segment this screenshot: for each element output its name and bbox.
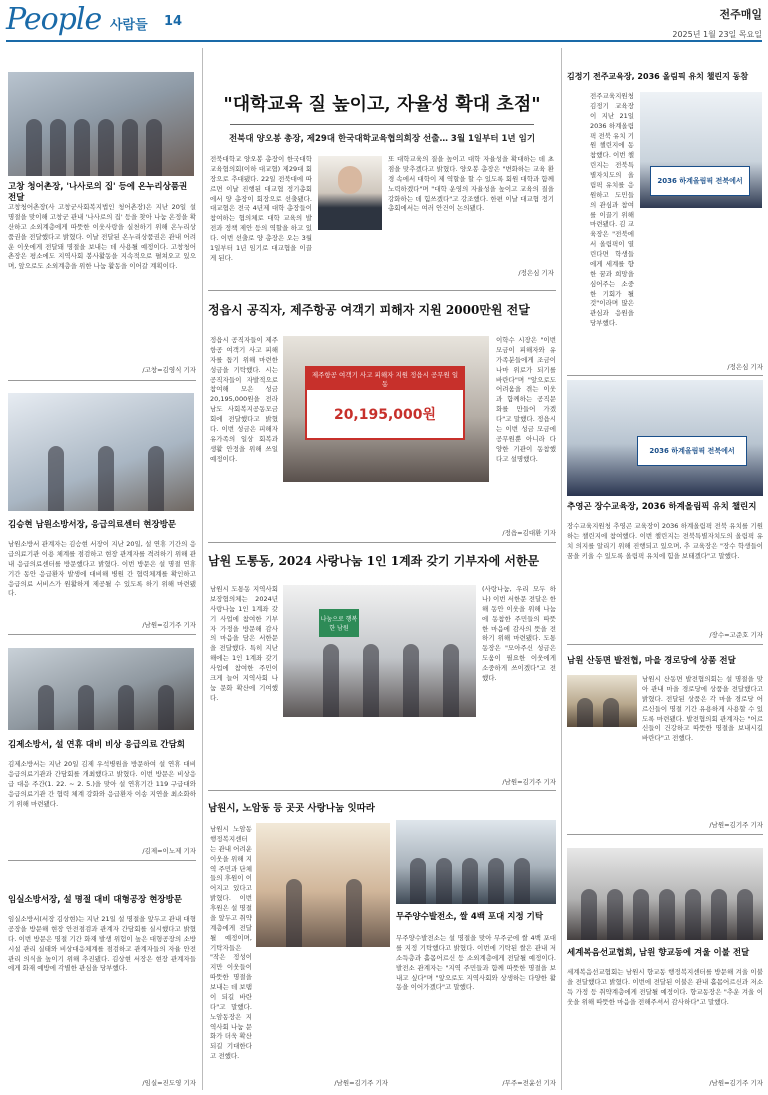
byline-gimje-fire: /김제=이노제 기자: [142, 847, 196, 855]
headline-gochang: 고창 청어촌장, '나사로의 집' 등에 온누리상품권 전달: [8, 182, 188, 203]
column-divider: [202, 48, 203, 1090]
photo-choo: [567, 380, 763, 496]
newspaper-name: 전주매일: [719, 8, 762, 21]
headline-kim-jeonggi: 김정기 전주교육장, 2036 올림픽 유치 챌린지 동참: [567, 72, 749, 81]
check-banner: 제주항공 여객기 사고 피해자 지원 정읍시 공무원 일동: [307, 368, 463, 390]
headline-choo: 추영곤 장수교육장, 2036 하계올림픽 유치 챌린지: [567, 502, 757, 512]
photo-kim-jeonggi: [640, 92, 762, 208]
kim-jeonggi-byline: /정은심 기자: [727, 363, 763, 371]
body-gochang: 고창청어촌장(사 고창군사회복지법인 청어촌장)은 지난 20일 설 명절을 맞이해 고창군 관내 '나사로의 집' 등을 찾아 나눔 온정을 확산하고 소외계층에게 따뜻한 이웃사랑을 실천하기 위해 온누리상품권을 전달했다고 밝혔다. 이날 전달된 온누리상품권은 관내 어려운 이웃에게 전달돼 명절을 보내는 데 사용될 예정이다. 고창청어촌장은 평소에도 지역사회 봉사활동을 지속적으로 펼쳐오고 있으며, 앞으로도 소외계층을 위한 나눔 활동을 이어갈 계획이다.: [8, 203, 196, 271]
headline-jeongeup: 정읍시 공직자, 제주항공 여객기 피해자 지원 2000만원 전달: [208, 303, 530, 317]
body-imsil-fire: 임실소방서(서장 김상현)는 지난 21일 설 명절을 앞두고 관내 대형공장을 방문해 현장 안전점검과 관계자 간담회를 실시했다고 밝혔다. 이번 방문은 명절 기간 화재 발생 위험이 높은 대형공장의 소방시설 관리 실태와 비상대응체계를 점검하고 관계자들의 자율 안전관리 의식을 높이기 위해 추진됐다. 김상현 서장은 현장 관계자들에게 화재 예방에 각별한 관심을 당부했다.: [8, 915, 196, 973]
namwon-library-byline: /남원=김기주 기자: [334, 1079, 388, 1087]
headline-saemaeul: 세계복음선교협회, 남원 향교동에 겨울 이불 전달: [567, 948, 750, 958]
lead-headline: "대학교육 질 높이고, 자율성 확대 초점": [223, 94, 541, 115]
photo-gimje-fire: [8, 648, 194, 730]
photo-jeongeup: [283, 336, 489, 482]
page-number: 14: [164, 14, 183, 29]
check-amount: 20,195,000원: [333, 407, 437, 423]
article-divider: [567, 375, 763, 376]
namwon-library-body: 남원시 노암동 행정복지센터는 관내 어려운 이웃을 위해 지역 주민과 단체들의 후원이 이어지고 있다고 밝혔다. 이번 후원은 설 명절을 앞두고 취약계층에게 전달될 예정이며, 기탁자들은 "작은 정성이지만 이웃들이 따뜻한 명절을 보내는 데 보탬이 되길 바란다"고 말했다. 노암동장은 지역사회 나눔 문화가 더욱 확산되길 기대한다고 전했다.: [210, 825, 252, 1061]
namwon-donation-byline: /남원=김기주 기자: [502, 778, 556, 786]
section-title-korean: 사람들: [110, 18, 148, 33]
article-divider: [208, 290, 556, 291]
article-divider: [8, 380, 196, 381]
namwon-farm-body: 남원시 산동면 발전협의회는 설 명절을 맞아 관내 마을 경로당에 상품을 전달했다고 밝혔다. 전달된 상품은 각 마을 경로당 어르신들이 명절 기간 유용하게 사용할 수 있도록 마련됐다. 발전협의회 관계자는 "어르신들이 건강하고 따뜻한 명절을 보내시길 바란다"고 전했다.: [642, 675, 763, 743]
photo-namwon-farm: [567, 675, 637, 727]
saemaeul-body: 세계복음선교협회는 남원시 향교동 행정복지센터를 방문해 겨울 이불을 전달했다고 밝혔다. 이번에 전달된 이불은 관내 홀몸어르신과 저소득 가정 등 취약계층에게 전달될 예정이다. 향교동장은 "추운 겨울 이웃을 위해 따뜻한 마음을 전해주셔서 감사하다"고 말했다.: [567, 968, 763, 1006]
lead-byline: /정은심 기자: [518, 269, 554, 277]
headline-namwon-farm: 남원 산동면 발전협, 마을 경로당에 상품 전달: [567, 656, 736, 666]
headline-rule: [230, 124, 534, 125]
byline-namwon-fire: /남원=김기주 기자: [142, 621, 196, 629]
namwon-donation-body-left: 남원시 도통동 지역사회보장협의체는 2024년 사랑나눔 1인 1계좌 갖기 사업에 참여한 기부자 가정을 방문해 감사의 마음을 담은 서한문을 전달했다. 특히 지난해에는 1인 1계좌 갖기 사업에 참여한 주민이 크게 늘어 지역사회 나눔 문화 확산에 기여했다.: [210, 585, 278, 702]
olympic-sign: 2036 하계올림픽 전북에서: [637, 436, 747, 466]
namwon-donation-body-right: (사랑나눔, 우리 모두 하나) 이번 서한문 전달은 한 해 동안 이웃을 위해 나눔에 동참한 주민들의 따뜻한 마음에 감사의 뜻을 전하기 위해 마련됐다. 도통동장은 "모아주신 성금은 도움이 필요한 이웃에게 소중하게 쓰이겠다"고 전했다.: [482, 585, 556, 682]
muju-byline: /무주=전윤선 기자: [502, 1079, 556, 1087]
masthead-rule: [6, 40, 762, 42]
photo-saemaeul: [567, 848, 763, 940]
headline-gimje-fire: 김제소방서, 설 연휴 대비 비상 응급의료 간담회: [8, 740, 185, 750]
olympic-sign: 2036 하계올림픽 전북에서: [650, 166, 750, 196]
masthead: [0, 0, 768, 42]
kim-jeonggi-intro: 전주교육지원청 김정기 교육장이 지난 21일 2036 하계올림픽 전북 유치 기원 챌린지에 동참했다. 이번 챌린지는 전북특별자치도의 올림픽 유치를 응원하고 도민들의 관심과 참여를 이끌기 위해 마련됐다. 김 교육장은 "전북에서 올림픽이 열린다면 학생들에게 세계를 향한 꿈과 희망을 심어주는 소중한 기회가 될 것"이라며 많은 관심과 응원을 당부했다.: [590, 92, 634, 328]
headline-namwon-fire: 김승현 남원소방서장, 응급의료센터 현장방문: [8, 520, 177, 530]
article-divider: [208, 790, 556, 791]
donation-sign: 나눔으로 행복한 남원: [319, 609, 359, 637]
photo-gochang: [8, 72, 194, 176]
body-namwon-fire: 남원소방서 관계자는 김승현 서장이 지난 20일, 설 연휴 기간의 응급의료기관 이용 체계를 점검하고 현장 관계자를 격려하기 위해 관내 응급의료센터를 방문했다고 밝혔다. 이번 방문은 설 명절 연휴 기간 동안 응급환자 발생에 대비해 병원 간 협력체계를 확인하고 응급의료 서비스가 원활하게 제공될 수 있도록 하기 위해 마련됐다.: [8, 540, 196, 598]
photo-namwon-library: [256, 823, 390, 947]
column-divider: [561, 48, 562, 1090]
article-divider: [567, 644, 763, 645]
choo-body: 장수교육지원청 추영곤 교육장이 2036 하계올림픽 전북 유치를 기원하는 챌린지에 참여했다. 이번 챌린지는 전북특별자치도의 올림픽 유치 의지를 알리기 위해 진행되고 있으며, 추 교육장은 "장수 학생들이 꿈을 키울 수 있도록 올림픽 유치에 힘을 보태겠다"고 말했다.: [567, 522, 763, 560]
namwon-farm-byline: /남원=김기주 기자: [709, 821, 763, 829]
jeongeup-byline: /정읍=김대환 기자: [502, 529, 556, 537]
headline-namwon-library: 남원시, 노암동 등 곳곳 사랑나눔 잇따라: [208, 803, 375, 814]
lead-body-right: 또 대학교육의 질을 높이고 대학 자율성을 확대하는 데 초점을 맞추겠다고 밝혔다. 양오봉 총장은 "변화하는 교육 환경 속에서 대학이 제 역할을 할 수 있도록 회원 대학과 함께 노력하겠다"며 "대학 운영의 자율성을 높이고 교육의 질을 강화하는 데 힘쓰겠다"고 강조했다. 한편 이날 대교협 정기총회에서는 여러 안건이 논의됐다.: [388, 155, 554, 213]
body-gimje-fire: 김제소방서는 지난 20일 김제 우석병원을 방문하여 설 연휴 대비 응급의료기관과 간담회를 개최했다고 밝혔다. 이번 방문은 비상응급 대응 주간(1. 22. ~ 2. 5.)을 맞아 설 연휴기간 119 구급대와 응급의료기관 간 협력 체계 강화와 응급환자 이송 지연을 최소화하기 위해 마련됐다.: [8, 760, 196, 808]
issue-date: 2025년 1월 23일 목요일: [672, 30, 762, 39]
section-title: People: [6, 2, 102, 37]
saemaeul-byline: /남원=김기주 기자: [709, 1079, 763, 1087]
article-divider: [8, 634, 196, 635]
lead-body-left: 전북대학교 양오봉 총장이 한국대학교육협의회(이하 대교협) 제29대 회장으로 추대됐다. 22일 전북대에 따르면 이날 진행된 대교협 정기총회에서 양 총장이 회장으로 선출됐다. 대교협은 전국 4년제 대학 총장들이 참여하는 협의체로 대학 교육의 발전과 정책 제안 등의 역할을 하고 있다. 이번 선출로 양 총장은 오는 3월 1일부터 1년 임기로 대교협을 이끌게 된다.: [210, 155, 312, 262]
photo-yang-portrait: [318, 156, 382, 230]
article-divider: [567, 834, 763, 835]
lead-subtitle: 전북대 양오봉 총장, 제29대 한국대학교육협의회장 선출… 3월 1일부터 1년 임기: [228, 134, 536, 144]
headline-muju: 무주양수발전소, 쌀 4백 포대 지정 기탁: [396, 912, 544, 922]
article-divider: [208, 542, 556, 543]
photo-muju: [396, 820, 556, 904]
jeongeup-body-right: 이학수 시장은 "이번 모금이 피해자와 유가족분들에게 조금이나마 위로가 되기를 바란다"며 "앞으로도 어려움을 겪는 이웃과 함께하는 공직문화를 만들어 가겠다"고 말했다. 정읍시는 이번 성금 모금에 공무원뿐 아니라 다양한 기관이 동참했다고 설명했다.: [496, 336, 556, 463]
jeongeup-body-left: 정읍시 공직자들이 제주항공 여객기 사고 피해자를 돕기 위해 마련한 성금을 기탁했다. 시는 공직자들이 자발적으로 참여해 모은 성금 20,195,000원을 전라남도 사회복지공동모금회에 전달했다고 밝혔다. 이번 성금은 피해자 유가족의 일상 회복과 생활 안정을 위해 쓰일 예정이다.: [210, 336, 278, 463]
byline-gochang: /고창=김영식 기자: [142, 366, 196, 374]
headline-imsil-fire: 임실소방서장, 설 명절 대비 대형공장 현장방문: [8, 895, 183, 905]
photo-namwon-donation: [283, 585, 476, 717]
muju-body: 무주양수발전소는 설 명절을 맞아 무주군에 쌀 4백 포대를 지정 기탁했다고 밝혔다. 이번에 기탁된 쌀은 관내 저소득층과 홀몸어르신 등 소외계층에게 전달될 예정이다. 발전소 관계자는 "지역 주민들과 함께 따뜻한 명절을 보내고 싶다"며 "앞으로도 지역사회와 상생하는 다양한 활동을 이어가겠다"고 말했다.: [396, 934, 556, 992]
article-divider: [8, 860, 196, 861]
headline-namwon-donation: 남원 도통동, 2024 사랑나눔 1인 1계좌 갖기 기부자에 서한문: [208, 554, 540, 568]
choo-byline: /장수=고준호 기자: [709, 631, 763, 639]
donation-check: [305, 366, 465, 440]
photo-namwon-fire: [8, 393, 194, 511]
byline-imsil-fire: /임실=진도영 기자: [142, 1079, 196, 1087]
